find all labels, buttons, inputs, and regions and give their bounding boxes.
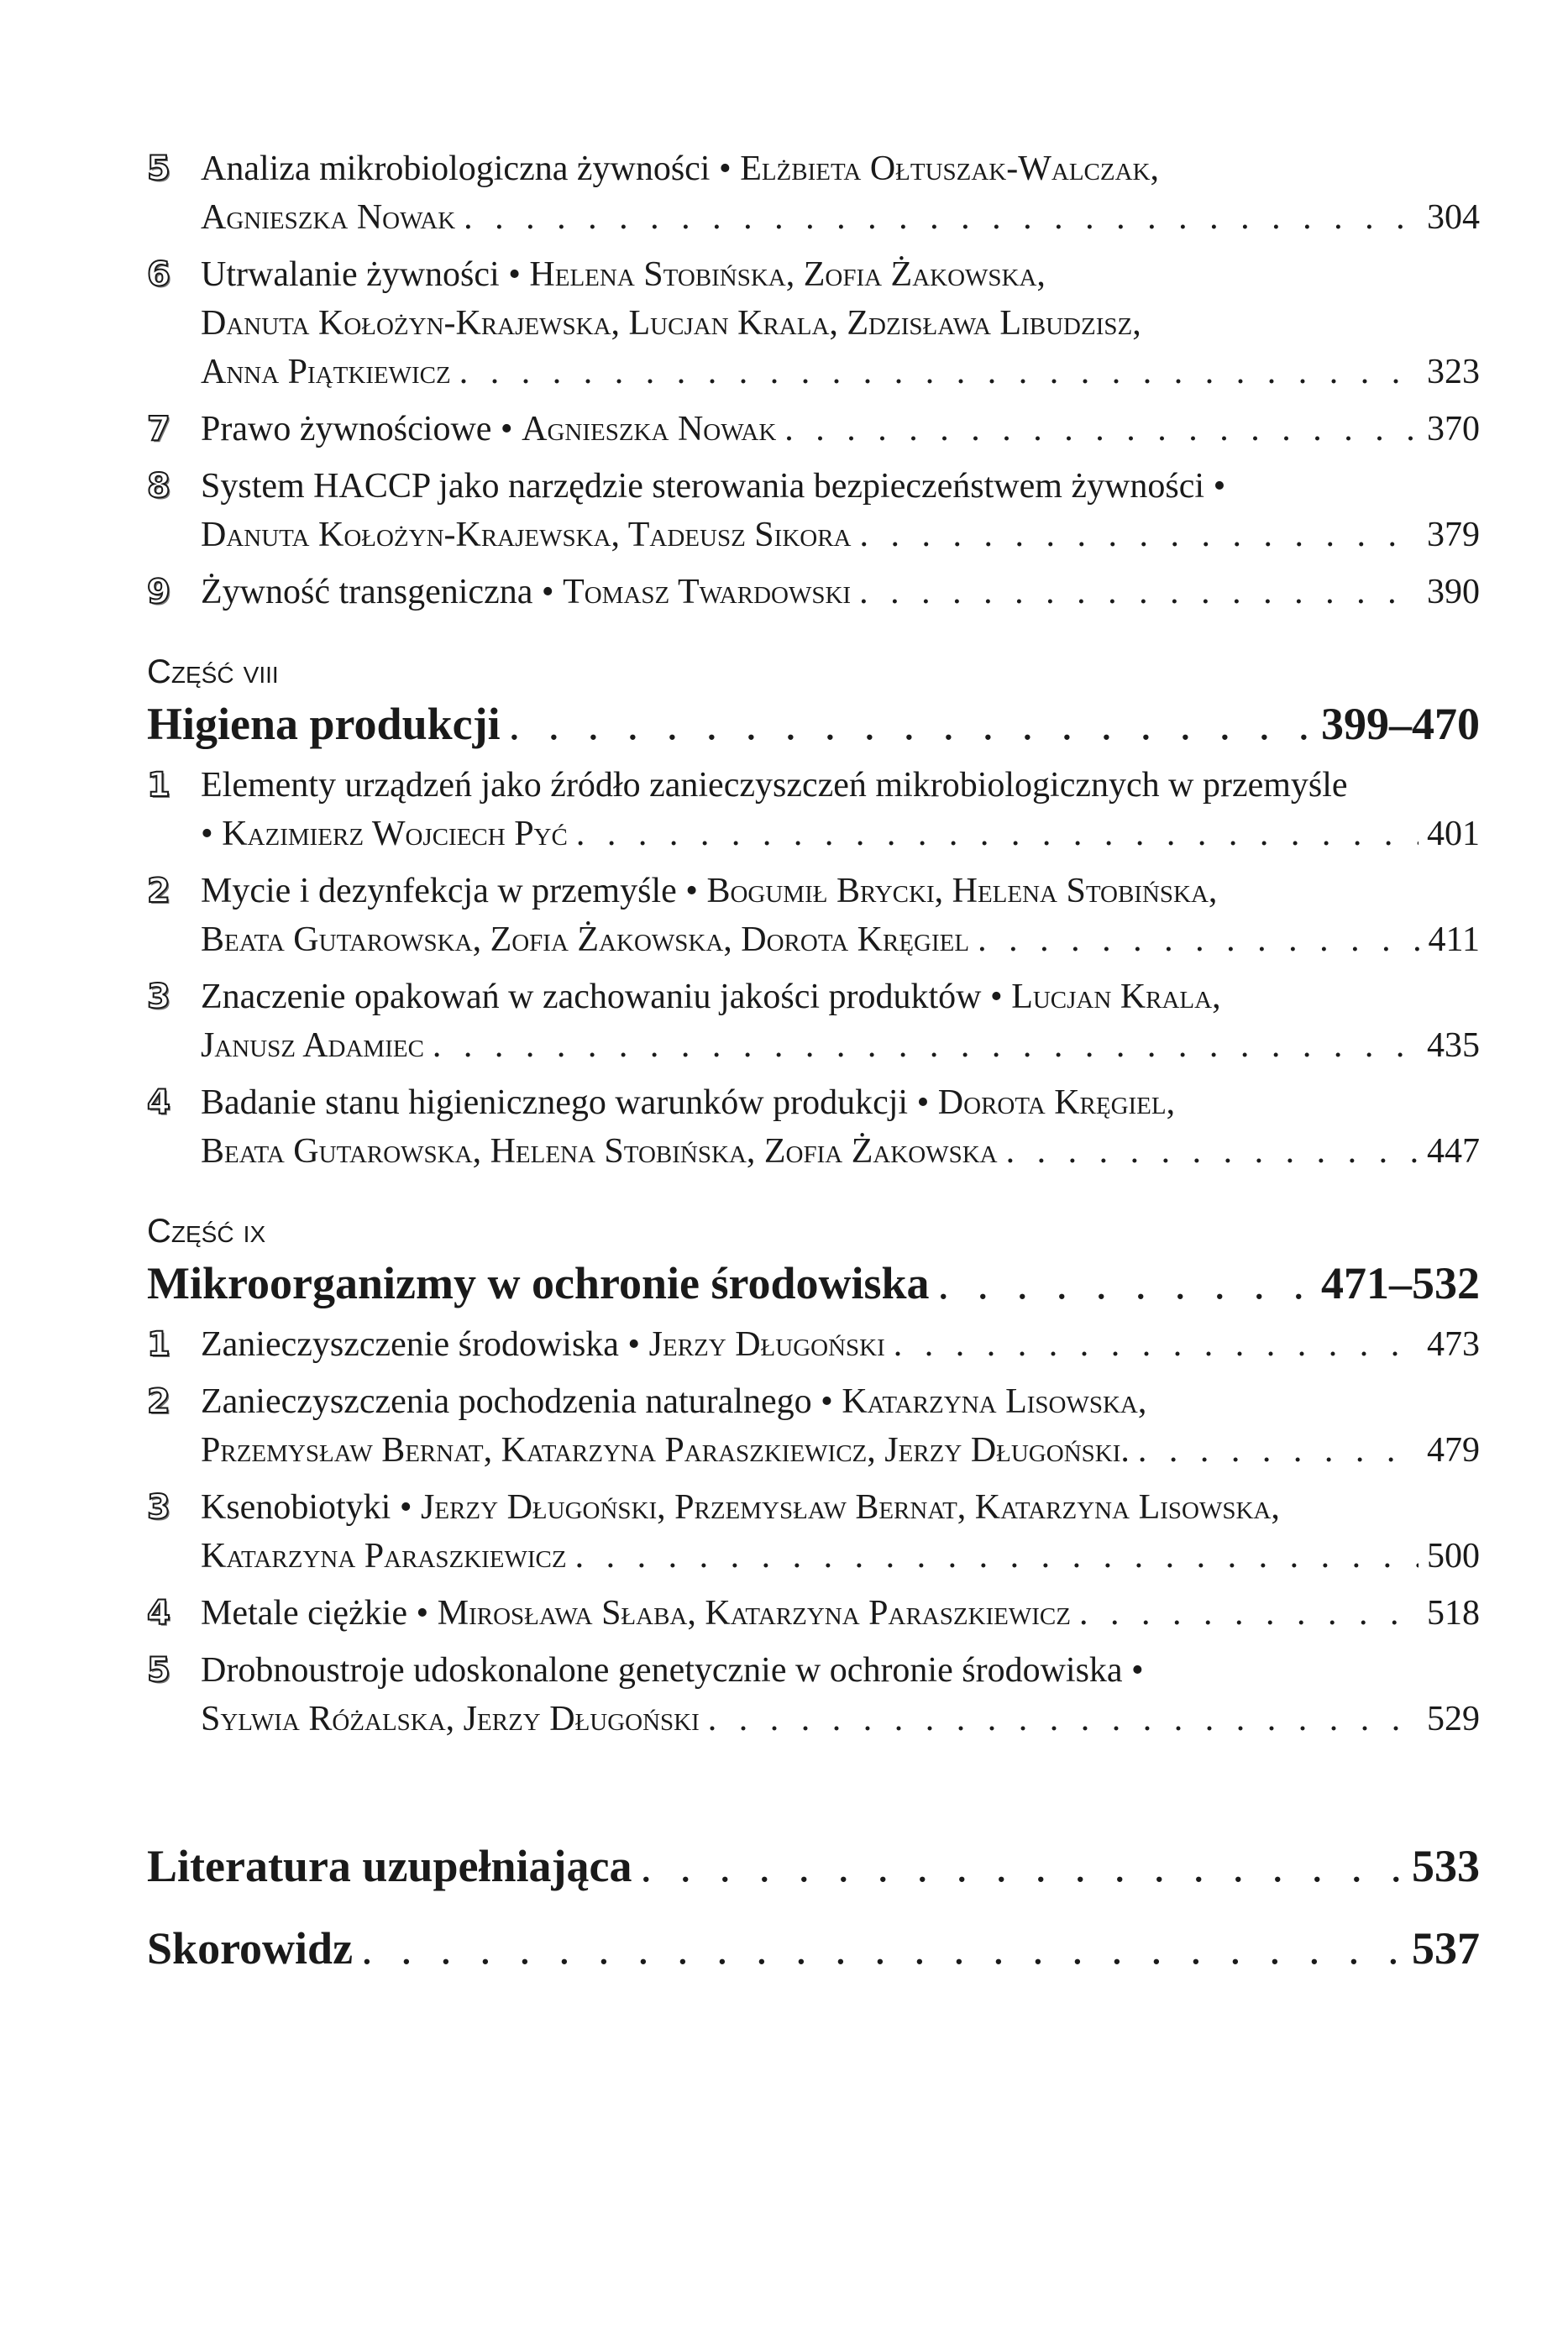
chapter-authors: Mirosława Słaba, Katarzyna Paraszkiewicz [437, 1594, 1071, 1633]
chapter-authors: Przemysław Bernat, Katarzyna Paraszkiewicz, Jerzy Długoński. [201, 1431, 1130, 1470]
part-title: Mikroorganizmy w ochronie środowiska [147, 1258, 930, 1308]
entry-text [201, 568, 851, 616]
back-matter [147, 1836, 1480, 1979]
entry-body [201, 250, 1480, 396]
toc-entry [147, 405, 1480, 453]
chapter-number: 5 [147, 1651, 170, 1690]
entry-body [201, 405, 1480, 453]
chapter-authors: Katarzyna Lisowska, [842, 1382, 1147, 1421]
back-matter-page: 537 [1412, 1923, 1480, 1974]
toc-entry [147, 1320, 1480, 1369]
entry-line [201, 1021, 1480, 1070]
part-title: Higiena produkcji [147, 699, 501, 749]
chapter-authors: Agnieszka Nowak [201, 198, 456, 237]
entry-text [201, 144, 1159, 193]
entry-body [201, 1078, 1480, 1176]
toc-entry [147, 973, 1480, 1070]
toc-entry [147, 867, 1480, 964]
chapter-title: Zanieczyszczenie środowiska • [201, 1325, 641, 1364]
toc-entry [147, 1078, 1480, 1176]
chapter-authors: Janusz Adamiec [201, 1026, 424, 1065]
chapter-authors: Jerzy Długoński, Przemysław Bernat, Katarzyna Lisowska, [421, 1488, 1280, 1527]
entry-line [201, 405, 1480, 453]
chapter-number: 6 [147, 255, 170, 294]
entry-body [201, 568, 1480, 616]
part-entries [147, 1320, 1480, 1743]
entry-line [201, 193, 1480, 242]
chapter-authors: Anna Piątkiewicz [201, 353, 451, 391]
back-matter-page: 533 [1412, 1841, 1480, 1891]
chapter-authors: Danuta Kołożyn-Krajewska, Lucjan Krala, Zdzisława Libudzisz, [201, 304, 1141, 343]
dot-leader [1079, 1589, 1419, 1638]
toc-entry [147, 144, 1480, 242]
entry-line [201, 1320, 1480, 1369]
entry-text [201, 1078, 1175, 1127]
entry-line [201, 1532, 1480, 1581]
chapter-authors: Beata Gutarowska, Zofia Żakowska, Dorota Kręgiel [201, 920, 970, 959]
chapter-title: Analiza mikrobiologiczna żywności • [201, 149, 732, 188]
chapter-title: Mycie i dezynfekcja w przemyśle • [201, 872, 698, 910]
entry-line [201, 867, 1480, 915]
chapter-title: • [201, 815, 213, 853]
page-number: 435 [1427, 1026, 1480, 1065]
entry-line [201, 144, 1480, 193]
entry-text [201, 462, 1225, 511]
chapter-authors: Danuta Kołożyn-Krajewska, Tadeusz Sikora [201, 516, 852, 554]
part-label: Część ix [147, 1213, 266, 1250]
entry-text [201, 915, 969, 964]
part-title-row [147, 694, 1480, 754]
dot-leader [433, 1021, 1419, 1070]
dot-leader [978, 915, 1419, 964]
chapter-number: 4 [147, 1594, 170, 1633]
chapter-authors: Beata Gutarowska, Helena Stobińska, Zofia Żakowska [201, 1132, 998, 1171]
entry-line [201, 1695, 1480, 1743]
entry-text [201, 348, 451, 396]
part-label: Część viii [147, 653, 279, 690]
page-number: 379 [1427, 516, 1480, 554]
chapter-title: Badanie stanu higienicznego warunków produkcji • [201, 1083, 930, 1122]
chapter-authors: Bogumił Brycki, Helena Stobińska, [706, 872, 1218, 910]
entry-text [201, 973, 1221, 1021]
toc-entry [147, 250, 1480, 396]
chapter-title: Znaczenie opakowań w zachowaniu jakości produktów • [201, 978, 1003, 1016]
chapter-title: Elementy urządzeń jako źródło zanieczyszczeń mikrobiologicznych w przemyśle [201, 766, 1348, 805]
entry-text [201, 1532, 567, 1581]
chapter-number: 1 [147, 766, 170, 805]
page-number: 473 [1427, 1325, 1480, 1364]
chapter-number: 7 [147, 410, 170, 448]
page-number: 479 [1427, 1431, 1480, 1470]
toc-entry [147, 1377, 1480, 1475]
chapter-authors: Katarzyna Paraszkiewicz [201, 1537, 567, 1575]
dot-leader [938, 1253, 1313, 1313]
entry-text [201, 1695, 700, 1743]
dot-leader [1138, 1426, 1419, 1475]
entry-text [201, 867, 1217, 915]
chapter-authors: Helena Stobińska, Zofia Żakowska, [529, 255, 1046, 294]
part-title-row [147, 1253, 1480, 1313]
dot-leader [708, 1695, 1419, 1743]
chapter-title: Prawo żywnościowe • [201, 410, 513, 448]
toc-entry [147, 761, 1480, 858]
entry-line [201, 568, 1480, 616]
chapter-number: 2 [147, 872, 170, 910]
entry-body [201, 1483, 1480, 1581]
page-number: 401 [1427, 815, 1480, 853]
chapter-number: 8 [147, 467, 170, 506]
entry-line [201, 915, 1480, 964]
page-number: 370 [1427, 410, 1480, 448]
entry-text [201, 193, 455, 242]
dot-leader [464, 193, 1419, 242]
page-number: 390 [1427, 573, 1480, 611]
entry-text [201, 1426, 1130, 1475]
dot-leader [859, 511, 1419, 559]
entry-text [201, 511, 851, 559]
chapter-number: 5 [147, 149, 170, 188]
chapter-number: 3 [147, 978, 170, 1016]
toc-entry [147, 568, 1480, 616]
toc-section-continued [147, 144, 1480, 616]
entry-body [201, 1646, 1480, 1743]
entry-line [201, 810, 1480, 858]
dot-leader [640, 1836, 1403, 1896]
entry-text [201, 1646, 1144, 1695]
entry-line [201, 1483, 1480, 1532]
chapter-authors: Dorota Kręgiel, [937, 1083, 1176, 1122]
chapter-title: System HACCP jako narzędzie sterowania bezpieczeństwem żywności • [201, 467, 1226, 506]
dot-leader [575, 1532, 1419, 1581]
page-number: 304 [1427, 198, 1480, 237]
toc-entry [147, 1483, 1480, 1581]
entry-line [201, 1646, 1480, 1695]
chapter-title: Drobnoustroje udoskonalone genetycznie w ochronie środowiska • [201, 1651, 1144, 1690]
dot-leader [361, 1918, 1403, 1979]
chapter-authors: Agnieszka Nowak [522, 410, 777, 448]
page-number: 500 [1427, 1537, 1480, 1575]
part-page-range: 399–470 [1321, 699, 1480, 749]
chapter-title: Metale ciężkie • [201, 1594, 429, 1633]
chapter-title: Utrwalanie żywności • [201, 255, 521, 294]
chapter-authors: Lucjan Krala, [1011, 978, 1221, 1016]
dot-leader [894, 1320, 1419, 1369]
chapter-number: 4 [147, 1083, 170, 1122]
chapter-number: 9 [147, 573, 170, 611]
toc-entry [147, 1646, 1480, 1743]
entry-line [201, 973, 1480, 1021]
chapter-authors: Tomasz Twardowski [563, 573, 852, 611]
entry-body [201, 462, 1480, 559]
entry-text [201, 1589, 1071, 1638]
dot-leader [1006, 1127, 1419, 1176]
entry-text [201, 761, 1348, 810]
toc-entry [147, 1589, 1480, 1638]
chapter-title: Ksenobiotyki • [201, 1488, 412, 1527]
chapter-authors: Jerzy Długoński [648, 1325, 885, 1364]
entry-text [201, 299, 1141, 348]
entry-body [201, 761, 1480, 858]
dot-leader [509, 694, 1313, 754]
chapter-authors: Sylwia Różalska, Jerzy Długoński [201, 1700, 700, 1738]
entry-line [201, 250, 1480, 299]
chapter-authors: Kazimierz Wojciech Pyć [222, 815, 568, 853]
entry-body [201, 1320, 1480, 1369]
entry-text [201, 250, 1046, 299]
entry-line [201, 1078, 1480, 1127]
back-matter-row [147, 1836, 1480, 1896]
back-matter-title: Skorowidz [147, 1923, 354, 1974]
entry-line [201, 299, 1480, 348]
toc-entry [147, 462, 1480, 559]
entry-line [201, 1426, 1480, 1475]
entry-body [201, 973, 1480, 1070]
entry-line [201, 1589, 1480, 1638]
chapter-title: Zanieczyszczenia pochodzenia naturalnego • [201, 1382, 833, 1421]
part-section [147, 1209, 1480, 1743]
entry-line [201, 511, 1480, 559]
entry-text [201, 1483, 1280, 1532]
entry-line [201, 348, 1480, 396]
entry-body [201, 867, 1480, 964]
dot-leader [859, 568, 1419, 616]
entry-line [201, 1127, 1480, 1176]
entry-body [201, 1377, 1480, 1475]
chapter-authors: Elżbieta Ołtuszak-Walczak, [740, 149, 1159, 188]
entry-body [201, 144, 1480, 242]
entry-text [201, 1021, 424, 1070]
part-page-range: 471–532 [1321, 1258, 1480, 1308]
entry-body [201, 1589, 1480, 1638]
entry-text [201, 1377, 1146, 1426]
page-number: 529 [1427, 1700, 1480, 1738]
page-number: 447 [1427, 1132, 1480, 1171]
page-number: 323 [1427, 353, 1480, 391]
part-section [147, 650, 1480, 1176]
entry-line [201, 1377, 1480, 1426]
page-number: 518 [1427, 1594, 1480, 1633]
part-entries [147, 761, 1480, 1176]
chapter-number: 1 [147, 1325, 170, 1364]
entry-line [201, 462, 1480, 511]
entry-line [201, 761, 1480, 810]
entry-text [201, 810, 568, 858]
dot-leader [576, 810, 1419, 858]
back-matter-title: Literatura uzupełniająca [147, 1841, 632, 1891]
chapter-number: 3 [147, 1488, 170, 1527]
entry-text [201, 1320, 885, 1369]
chapter-title: Żywność transgeniczna • [201, 573, 554, 611]
entry-text [201, 1127, 998, 1176]
page-number: 411 [1428, 920, 1480, 959]
dot-leader [784, 405, 1419, 453]
chapter-number: 2 [147, 1382, 170, 1421]
entry-text [201, 405, 776, 453]
dot-leader [459, 348, 1419, 396]
back-matter-row [147, 1918, 1480, 1979]
